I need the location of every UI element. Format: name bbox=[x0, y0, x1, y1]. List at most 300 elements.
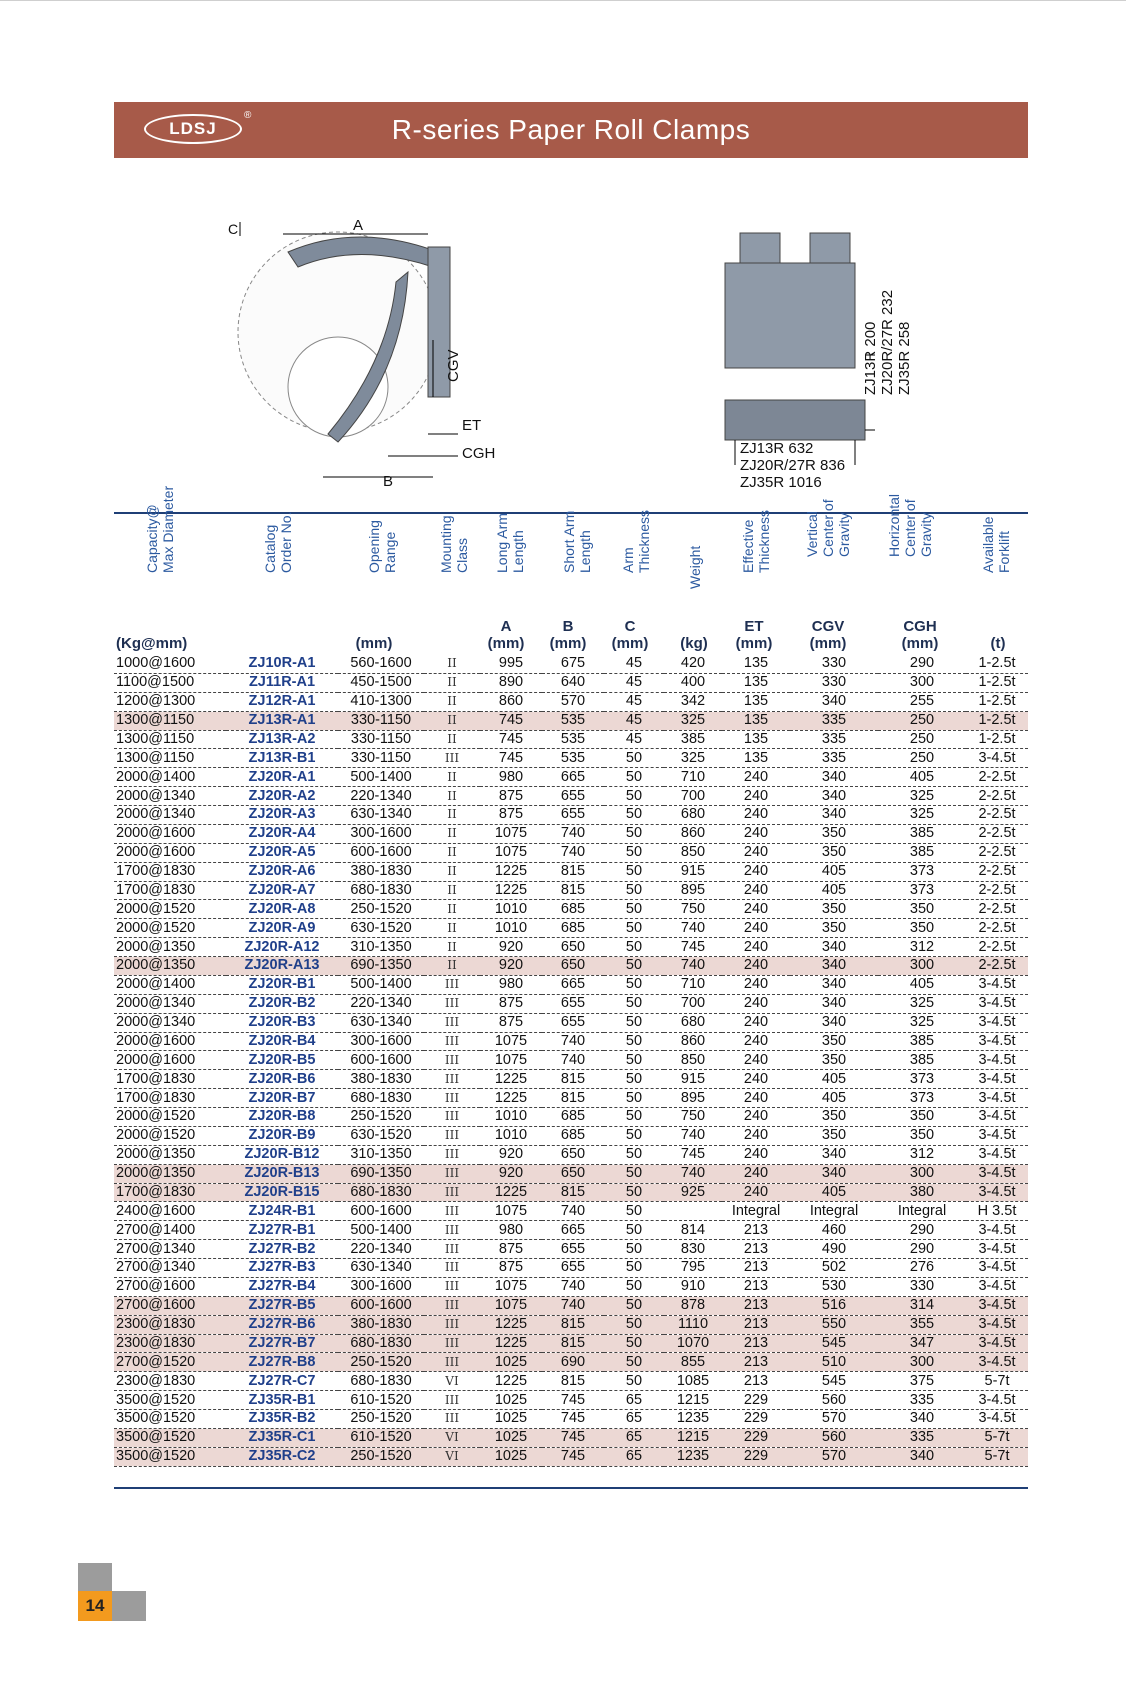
cell-weight: 1215 bbox=[664, 1391, 722, 1410]
table-row bbox=[114, 730, 1028, 749]
cell-short-arm: 655 bbox=[542, 1240, 604, 1259]
cell-opening: 600-1600 bbox=[338, 1051, 424, 1070]
cell-weight: 740 bbox=[664, 957, 722, 976]
cell-cgh: 405 bbox=[878, 768, 966, 787]
cell-cgh: 312 bbox=[878, 1145, 966, 1164]
cell-mounting: III bbox=[424, 1259, 480, 1278]
cell-forklift: 1-2.5t bbox=[966, 730, 1028, 749]
cell-long-arm: 875 bbox=[480, 1013, 542, 1032]
cell-arm-thickness: 50 bbox=[604, 768, 664, 787]
table-row bbox=[114, 994, 1028, 1013]
cell-catalog: ZJ13R-A2 bbox=[226, 730, 338, 749]
cell-weight: 710 bbox=[664, 768, 722, 787]
registered-mark: ® bbox=[244, 110, 252, 121]
cell-cgv: 340 bbox=[790, 1013, 878, 1032]
col-header-cgv: Vertical Center of Gravity bbox=[804, 499, 852, 557]
cell-capacity: 2000@1340 bbox=[114, 787, 226, 806]
table-row bbox=[114, 768, 1028, 787]
cell-opening: 220-1340 bbox=[338, 1240, 424, 1259]
cell-cgv: 350 bbox=[790, 843, 878, 862]
cell-short-arm: 740 bbox=[542, 843, 604, 862]
cell-cgh: 290 bbox=[878, 1240, 966, 1259]
width-label-zj35r: ZJ35R 1016 bbox=[740, 474, 822, 491]
cell-opening: 380-1830 bbox=[338, 1070, 424, 1089]
cell-cgv: 570 bbox=[790, 1410, 878, 1429]
cell-mounting: III bbox=[424, 1032, 480, 1051]
cell-effective-thickness: 240 bbox=[722, 768, 790, 787]
cell-weight: 745 bbox=[664, 1145, 722, 1164]
cell-cgh: 250 bbox=[878, 749, 966, 768]
cell-catalog: ZJ20R-B3 bbox=[226, 1013, 338, 1032]
cell-effective-thickness: 229 bbox=[722, 1447, 790, 1466]
cell-short-arm: 655 bbox=[542, 1259, 604, 1278]
col-header-long-arm: Long Arm Length bbox=[494, 513, 526, 573]
cell-capacity: 2000@1520 bbox=[114, 1108, 226, 1127]
cell-long-arm: 995 bbox=[480, 655, 542, 673]
cell-effective-thickness: 240 bbox=[722, 994, 790, 1013]
cell-mounting: III bbox=[424, 1183, 480, 1202]
dim-a-label: A bbox=[353, 217, 364, 234]
cell-opening: 300-1600 bbox=[338, 824, 424, 843]
cell-opening: 330-1150 bbox=[338, 711, 424, 730]
cell-catalog: ZJ20R-B8 bbox=[226, 1108, 338, 1127]
unit-long-arm: A (mm) bbox=[487, 618, 525, 652]
cell-forklift: 2-2.5t bbox=[966, 900, 1028, 919]
table-row bbox=[114, 919, 1028, 938]
cell-long-arm: 890 bbox=[480, 673, 542, 692]
table-row bbox=[114, 862, 1028, 881]
cell-long-arm: 1075 bbox=[480, 824, 542, 843]
cell-long-arm: 1075 bbox=[480, 1032, 542, 1051]
cell-mounting: II bbox=[424, 900, 480, 919]
cell-effective-thickness: 240 bbox=[722, 787, 790, 806]
cell-catalog: ZJ20R-A4 bbox=[226, 824, 338, 843]
cell-long-arm: 1225 bbox=[480, 1183, 542, 1202]
cell-long-arm: 1225 bbox=[480, 1070, 542, 1089]
cell-cgv: 530 bbox=[790, 1277, 878, 1296]
cell-cgv: 545 bbox=[790, 1334, 878, 1353]
cell-arm-thickness: 50 bbox=[604, 900, 664, 919]
front-height-labels bbox=[862, 289, 913, 405]
spec-table-body bbox=[114, 655, 1028, 1466]
cell-arm-thickness: 50 bbox=[604, 1164, 664, 1183]
cell-capacity: 2000@1350 bbox=[114, 957, 226, 976]
cell-short-arm: 650 bbox=[542, 957, 604, 976]
height-label-zj20r: ZJ20R/27R 232 bbox=[879, 289, 896, 395]
cell-mounting: II bbox=[424, 938, 480, 957]
units-row bbox=[114, 616, 1028, 652]
cell-mounting: II bbox=[424, 806, 480, 825]
cell-short-arm: 570 bbox=[542, 692, 604, 711]
cell-long-arm: 1075 bbox=[480, 843, 542, 862]
cell-effective-thickness: 240 bbox=[722, 1183, 790, 1202]
cell-catalog: ZJ20R-B1 bbox=[226, 975, 338, 994]
table-row bbox=[114, 1277, 1028, 1296]
cell-catalog: ZJ20R-A9 bbox=[226, 919, 338, 938]
cell-arm-thickness: 50 bbox=[604, 1051, 664, 1070]
cell-opening: 630-1340 bbox=[338, 1013, 424, 1032]
cell-arm-thickness: 50 bbox=[604, 1372, 664, 1391]
cell-cgv: 350 bbox=[790, 919, 878, 938]
cell-forklift: 3-4.5t bbox=[966, 1315, 1028, 1334]
cell-weight: 385 bbox=[664, 730, 722, 749]
cell-mounting: II bbox=[424, 655, 480, 673]
cell-capacity: 2000@1350 bbox=[114, 1145, 226, 1164]
cell-mounting: III bbox=[424, 1126, 480, 1145]
cell-short-arm: 815 bbox=[542, 1315, 604, 1334]
cell-effective-thickness: 213 bbox=[722, 1277, 790, 1296]
cell-forklift: 5-7t bbox=[966, 1428, 1028, 1447]
cell-capacity: 3500@1520 bbox=[114, 1391, 226, 1410]
cell-catalog: ZJ20R-A1 bbox=[226, 768, 338, 787]
width-label-zj13r: ZJ13R 632 bbox=[740, 440, 814, 457]
cell-capacity: 2300@1830 bbox=[114, 1372, 226, 1391]
cell-arm-thickness: 45 bbox=[604, 711, 664, 730]
cell-effective-thickness: 240 bbox=[722, 843, 790, 862]
cell-forklift: H 3.5t bbox=[966, 1202, 1028, 1221]
cell-long-arm: 980 bbox=[480, 768, 542, 787]
cell-opening: 560-1600 bbox=[338, 655, 424, 673]
page-number: 14 bbox=[78, 1591, 112, 1621]
cell-arm-thickness: 50 bbox=[604, 1145, 664, 1164]
cell-opening: 630-1520 bbox=[338, 1126, 424, 1145]
cell-opening: 680-1830 bbox=[338, 1089, 424, 1108]
cell-cgh: 385 bbox=[878, 1032, 966, 1051]
cell-cgv: 340 bbox=[790, 938, 878, 957]
cell-mounting: III bbox=[424, 1334, 480, 1353]
unit-forklift: (t) bbox=[990, 635, 1006, 652]
cell-catalog: ZJ27R-B6 bbox=[226, 1315, 338, 1334]
cell-capacity: 2700@1600 bbox=[114, 1277, 226, 1296]
cell-forklift: 1-2.5t bbox=[966, 692, 1028, 711]
col-header-weight: Weight bbox=[687, 545, 703, 589]
cell-catalog: ZJ20R-B5 bbox=[226, 1051, 338, 1070]
cell-cgh: 373 bbox=[878, 862, 966, 881]
cell-effective-thickness: 240 bbox=[722, 1164, 790, 1183]
cell-short-arm: 745 bbox=[542, 1428, 604, 1447]
cell-cgh: 325 bbox=[878, 787, 966, 806]
cell-weight: 814 bbox=[664, 1221, 722, 1240]
cell-catalog: ZJ27R-B8 bbox=[226, 1353, 338, 1372]
cell-cgh: 290 bbox=[878, 655, 966, 673]
cell-weight: 740 bbox=[664, 1164, 722, 1183]
cell-weight: 855 bbox=[664, 1353, 722, 1372]
unit-cgv: CGV (mm) bbox=[809, 618, 847, 652]
cell-long-arm: 1025 bbox=[480, 1428, 542, 1447]
cell-short-arm: 665 bbox=[542, 975, 604, 994]
cell-cgv: 350 bbox=[790, 1126, 878, 1145]
cell-arm-thickness: 50 bbox=[604, 957, 664, 976]
cell-mounting: II bbox=[424, 692, 480, 711]
cell-long-arm: 745 bbox=[480, 749, 542, 768]
cell-catalog: ZJ13R-A1 bbox=[226, 711, 338, 730]
col-header-cgh: Horizontal Center of Gravity bbox=[886, 493, 934, 557]
cell-opening: 380-1830 bbox=[338, 1315, 424, 1334]
cell-capacity: 2000@1520 bbox=[114, 1126, 226, 1145]
cell-catalog: ZJ20R-B4 bbox=[226, 1032, 338, 1051]
cell-long-arm: 1010 bbox=[480, 900, 542, 919]
cell-cgh: 325 bbox=[878, 1013, 966, 1032]
cell-capacity: 1700@1830 bbox=[114, 1183, 226, 1202]
cell-mounting: VI bbox=[424, 1372, 480, 1391]
cell-long-arm: 875 bbox=[480, 787, 542, 806]
cell-short-arm: 740 bbox=[542, 1296, 604, 1315]
table-row bbox=[114, 655, 1028, 673]
cell-cgv: 502 bbox=[790, 1259, 878, 1278]
cell-effective-thickness: 240 bbox=[722, 824, 790, 843]
table-row bbox=[114, 1240, 1028, 1259]
cell-forklift: 2-2.5t bbox=[966, 862, 1028, 881]
cell-weight: 1235 bbox=[664, 1410, 722, 1429]
cell-arm-thickness: 50 bbox=[604, 862, 664, 881]
cell-long-arm: 1075 bbox=[480, 1296, 542, 1315]
cell-cgh: 325 bbox=[878, 994, 966, 1013]
cell-forklift: 5-7t bbox=[966, 1447, 1028, 1466]
cell-short-arm: 740 bbox=[542, 1277, 604, 1296]
cell-weight: 680 bbox=[664, 806, 722, 825]
height-label-zj13r: ZJ13R 200 bbox=[862, 321, 879, 395]
cell-long-arm: 980 bbox=[480, 1221, 542, 1240]
cell-long-arm: 860 bbox=[480, 692, 542, 711]
cell-cgv: 335 bbox=[790, 749, 878, 768]
cell-weight: 1085 bbox=[664, 1372, 722, 1391]
cell-forklift: 3-4.5t bbox=[966, 1108, 1028, 1127]
cell-long-arm: 1010 bbox=[480, 1108, 542, 1127]
cell-cgh: 347 bbox=[878, 1334, 966, 1353]
cell-mounting: VI bbox=[424, 1447, 480, 1466]
cell-cgh: 385 bbox=[878, 824, 966, 843]
cell-mounting: III bbox=[424, 1391, 480, 1410]
cell-forklift: 3-4.5t bbox=[966, 1221, 1028, 1240]
cell-short-arm: 535 bbox=[542, 749, 604, 768]
cell-cgh: 250 bbox=[878, 730, 966, 749]
cell-mounting: III bbox=[424, 975, 480, 994]
cell-opening: 630-1340 bbox=[338, 806, 424, 825]
cell-mounting: III bbox=[424, 1108, 480, 1127]
cell-forklift: 3-4.5t bbox=[966, 1391, 1028, 1410]
cell-effective-thickness: 240 bbox=[722, 919, 790, 938]
cell-effective-thickness: 135 bbox=[722, 711, 790, 730]
cell-cgv: 350 bbox=[790, 1051, 878, 1070]
side-view-diagram bbox=[228, 212, 508, 492]
cell-forklift: 3-4.5t bbox=[966, 1353, 1028, 1372]
cell-arm-thickness: 50 bbox=[604, 1315, 664, 1334]
cell-capacity: 1200@1300 bbox=[114, 692, 226, 711]
cell-arm-thickness: 50 bbox=[604, 749, 664, 768]
cell-forklift: 3-4.5t bbox=[966, 1259, 1028, 1278]
cell-catalog: ZJ27R-B5 bbox=[226, 1296, 338, 1315]
table-row bbox=[114, 1164, 1028, 1183]
col-header-capacity: Capacity@ Max Diameter bbox=[144, 485, 176, 573]
cell-forklift: 2-2.5t bbox=[966, 824, 1028, 843]
cell-catalog: ZJ20R-A6 bbox=[226, 862, 338, 881]
cell-cgv: 570 bbox=[790, 1447, 878, 1466]
cell-catalog: ZJ20R-B15 bbox=[226, 1183, 338, 1202]
cell-forklift: 3-4.5t bbox=[966, 1070, 1028, 1089]
cell-effective-thickness: 213 bbox=[722, 1315, 790, 1334]
cell-cgh: 405 bbox=[878, 975, 966, 994]
cell-cgh: 330 bbox=[878, 1277, 966, 1296]
cell-catalog: ZJ35R-C2 bbox=[226, 1447, 338, 1466]
unit-short-arm: B (mm) bbox=[549, 618, 587, 652]
cell-cgh: 340 bbox=[878, 1447, 966, 1466]
cell-capacity: 2000@1520 bbox=[114, 900, 226, 919]
cell-arm-thickness: 50 bbox=[604, 1353, 664, 1372]
cell-effective-thickness: 135 bbox=[722, 749, 790, 768]
table-row bbox=[114, 881, 1028, 900]
cell-capacity: 2000@1600 bbox=[114, 843, 226, 862]
cell-opening: 330-1150 bbox=[338, 730, 424, 749]
table-row bbox=[114, 843, 1028, 862]
table-row bbox=[114, 957, 1028, 976]
cell-short-arm: 690 bbox=[542, 1353, 604, 1372]
cell-mounting: II bbox=[424, 824, 480, 843]
cell-effective-thickness: 135 bbox=[722, 692, 790, 711]
cell-catalog: ZJ13R-B1 bbox=[226, 749, 338, 768]
cell-cgv: 405 bbox=[790, 1183, 878, 1202]
cell-mounting: VI bbox=[424, 1428, 480, 1447]
cell-weight: 910 bbox=[664, 1277, 722, 1296]
table-row bbox=[114, 673, 1028, 692]
cell-effective-thickness: Integral bbox=[722, 1202, 790, 1221]
table-row bbox=[114, 1315, 1028, 1334]
cell-long-arm: 920 bbox=[480, 957, 542, 976]
cell-mounting: III bbox=[424, 1353, 480, 1372]
cell-cgv: 340 bbox=[790, 1145, 878, 1164]
table-row bbox=[114, 1353, 1028, 1372]
cell-cgv: 340 bbox=[790, 994, 878, 1013]
cell-weight: 325 bbox=[664, 749, 722, 768]
cell-catalog: ZJ35R-B1 bbox=[226, 1391, 338, 1410]
cell-short-arm: 815 bbox=[542, 1183, 604, 1202]
cell-forklift: 2-2.5t bbox=[966, 919, 1028, 938]
cell-cgh: 373 bbox=[878, 1089, 966, 1108]
cell-effective-thickness: 135 bbox=[722, 673, 790, 692]
cell-opening: 380-1830 bbox=[338, 862, 424, 881]
cell-mounting: III bbox=[424, 1410, 480, 1429]
cell-long-arm: 875 bbox=[480, 806, 542, 825]
cell-cgh: 335 bbox=[878, 1391, 966, 1410]
cell-short-arm: 740 bbox=[542, 1032, 604, 1051]
cell-forklift: 3-4.5t bbox=[966, 1126, 1028, 1145]
cell-effective-thickness: 213 bbox=[722, 1259, 790, 1278]
cell-effective-thickness: 213 bbox=[722, 1353, 790, 1372]
cell-arm-thickness: 50 bbox=[604, 787, 664, 806]
cell-capacity: 1000@1600 bbox=[114, 655, 226, 673]
cell-catalog: ZJ11R-A1 bbox=[226, 673, 338, 692]
cell-cgv: 340 bbox=[790, 806, 878, 825]
cell-effective-thickness: 240 bbox=[722, 881, 790, 900]
brand-logo: LDSJ bbox=[144, 114, 242, 144]
cell-catalog: ZJ20R-B12 bbox=[226, 1145, 338, 1164]
cell-short-arm: 740 bbox=[542, 1202, 604, 1221]
cell-long-arm: 1010 bbox=[480, 1126, 542, 1145]
cell-cgv: 335 bbox=[790, 730, 878, 749]
cell-cgv: 330 bbox=[790, 673, 878, 692]
base-plate-shape bbox=[725, 400, 865, 440]
cell-short-arm: 745 bbox=[542, 1410, 604, 1429]
cell-catalog: ZJ20R-B9 bbox=[226, 1126, 338, 1145]
cell-mounting: III bbox=[424, 749, 480, 768]
cell-weight: 325 bbox=[664, 711, 722, 730]
cell-arm-thickness: 50 bbox=[604, 1202, 664, 1221]
page-title: R-series Paper Roll Clamps bbox=[391, 114, 751, 145]
table-row bbox=[114, 975, 1028, 994]
cell-forklift: 3-4.5t bbox=[966, 1296, 1028, 1315]
cell-mounting: III bbox=[424, 1013, 480, 1032]
cell-effective-thickness: 213 bbox=[722, 1221, 790, 1240]
cell-weight: 878 bbox=[664, 1296, 722, 1315]
cell-opening: 680-1830 bbox=[338, 1372, 424, 1391]
cell-capacity: 2700@1340 bbox=[114, 1240, 226, 1259]
table-row bbox=[114, 1013, 1028, 1032]
cell-weight: 795 bbox=[664, 1259, 722, 1278]
cell-catalog: ZJ27R-C7 bbox=[226, 1372, 338, 1391]
cell-long-arm: 1225 bbox=[480, 1372, 542, 1391]
table-row bbox=[114, 1447, 1028, 1466]
cell-long-arm: 1075 bbox=[480, 1202, 542, 1221]
cell-mounting: II bbox=[424, 957, 480, 976]
cell-short-arm: 675 bbox=[542, 655, 604, 673]
cell-cgv: 490 bbox=[790, 1240, 878, 1259]
cell-cgh: 290 bbox=[878, 1221, 966, 1240]
cell-short-arm: 650 bbox=[542, 1145, 604, 1164]
cell-mounting: III bbox=[424, 1164, 480, 1183]
cell-short-arm: 535 bbox=[542, 711, 604, 730]
cell-capacity: 3500@1520 bbox=[114, 1410, 226, 1429]
cell-opening: 250-1520 bbox=[338, 1447, 424, 1466]
cell-weight: 750 bbox=[664, 900, 722, 919]
cell-weight: 895 bbox=[664, 1089, 722, 1108]
table-bottom-rule bbox=[114, 1487, 1028, 1489]
cell-cgh: 350 bbox=[878, 1126, 966, 1145]
cell-effective-thickness: 240 bbox=[722, 1145, 790, 1164]
cell-arm-thickness: 50 bbox=[604, 1221, 664, 1240]
table-row bbox=[114, 749, 1028, 768]
cell-effective-thickness: 240 bbox=[722, 1032, 790, 1051]
cell-effective-thickness: 229 bbox=[722, 1391, 790, 1410]
cell-cgv: 460 bbox=[790, 1221, 878, 1240]
table-row bbox=[114, 1202, 1028, 1221]
cell-opening: 690-1350 bbox=[338, 957, 424, 976]
table-row bbox=[114, 1183, 1028, 1202]
cell-short-arm: 650 bbox=[542, 1164, 604, 1183]
cell-mounting: II bbox=[424, 673, 480, 692]
table-row bbox=[114, 1372, 1028, 1391]
table-row bbox=[114, 1259, 1028, 1278]
cell-cgv: 510 bbox=[790, 1353, 878, 1372]
cell-short-arm: 685 bbox=[542, 1126, 604, 1145]
cell-catalog: ZJ35R-B2 bbox=[226, 1410, 338, 1429]
cell-capacity: 2300@1830 bbox=[114, 1334, 226, 1353]
cell-opening: 310-1350 bbox=[338, 938, 424, 957]
cell-capacity: 2000@1600 bbox=[114, 1051, 226, 1070]
cell-capacity: 2000@1340 bbox=[114, 1013, 226, 1032]
cell-long-arm: 1225 bbox=[480, 862, 542, 881]
cell-capacity: 1300@1150 bbox=[114, 730, 226, 749]
cell-opening: 250-1520 bbox=[338, 1410, 424, 1429]
cell-long-arm: 1225 bbox=[480, 881, 542, 900]
cell-arm-thickness: 45 bbox=[604, 655, 664, 673]
cell-arm-thickness: 50 bbox=[604, 919, 664, 938]
cell-cgv: 405 bbox=[790, 862, 878, 881]
cell-mounting: III bbox=[424, 1089, 480, 1108]
cell-weight: 1215 bbox=[664, 1428, 722, 1447]
unit-cgh: CGH (mm) bbox=[901, 618, 939, 652]
cell-short-arm: 745 bbox=[542, 1391, 604, 1410]
cell-weight: 925 bbox=[664, 1183, 722, 1202]
cell-catalog: ZJ10R-A1 bbox=[226, 655, 338, 673]
